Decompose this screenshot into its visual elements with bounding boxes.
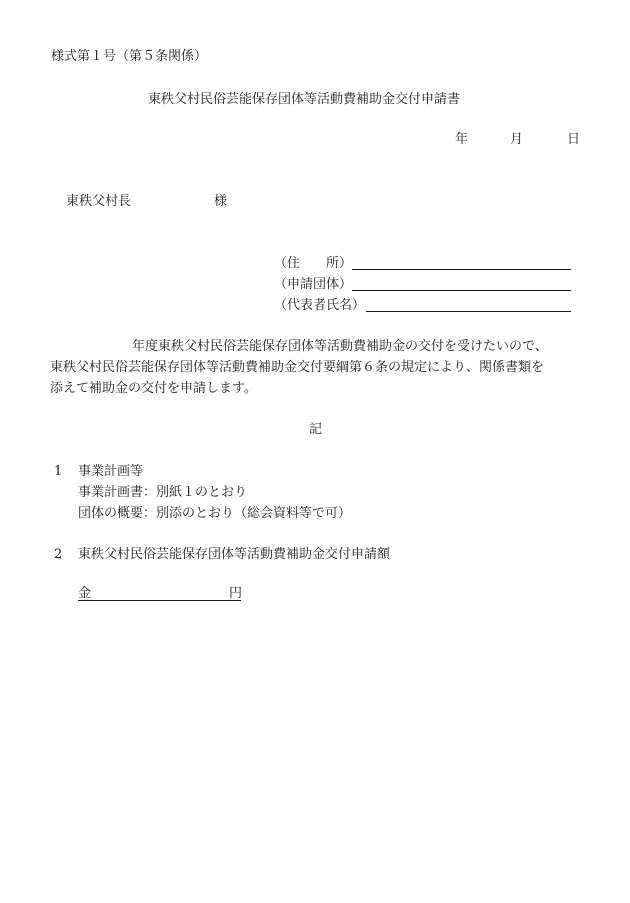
org-label: （申請団体） bbox=[274, 277, 353, 292]
amount-suffix: 円 bbox=[229, 586, 243, 601]
addressee-honorific: 様 bbox=[214, 194, 228, 209]
item-1-number: 1 bbox=[54, 464, 63, 479]
rep-field[interactable] bbox=[366, 311, 571, 312]
date-month: 月 bbox=[510, 132, 524, 147]
amount-prefix: 金 bbox=[78, 586, 92, 601]
org-field[interactable] bbox=[352, 290, 571, 291]
amount-field[interactable] bbox=[78, 600, 241, 601]
item-1-title: 事業計画等 bbox=[78, 464, 144, 479]
item-2-number: 2 bbox=[54, 547, 63, 562]
item-1-sub1: 事業計画書：別紙１のとおり bbox=[78, 485, 248, 500]
date-day: 日 bbox=[567, 132, 581, 147]
document-title: 東秩父村民俗芸能保存団体等活動費補助金交付申請書 bbox=[148, 92, 461, 107]
body-line: 年度東秩父村民俗芸能保存団体等活動費補助金の交付を受けたいので、 bbox=[132, 339, 548, 354]
address-field[interactable] bbox=[352, 269, 571, 270]
body-line: 添えて補助金の交付を申請します。 bbox=[50, 381, 257, 396]
date-year: 年 bbox=[455, 132, 469, 147]
rep-label: （代表者氏名） bbox=[274, 298, 366, 313]
item-1-sub2: 団体の概要：別添のとおり（総会資料等で可） bbox=[78, 506, 352, 521]
addressee-name: 東秩父村長 bbox=[66, 194, 132, 209]
address-label: （住 所） bbox=[274, 256, 353, 271]
ki-heading: 記 bbox=[309, 422, 323, 437]
form-id: 様式第１号（第５条関係） bbox=[51, 49, 208, 64]
item-2-title: 東秩父村民俗芸能保存団体等活動費補助金交付申請額 bbox=[78, 547, 391, 562]
body-line: 東秩父村民俗芸能保存団体等活動費補助金交付要綱第６条の規定により、関係書類を bbox=[50, 360, 545, 375]
